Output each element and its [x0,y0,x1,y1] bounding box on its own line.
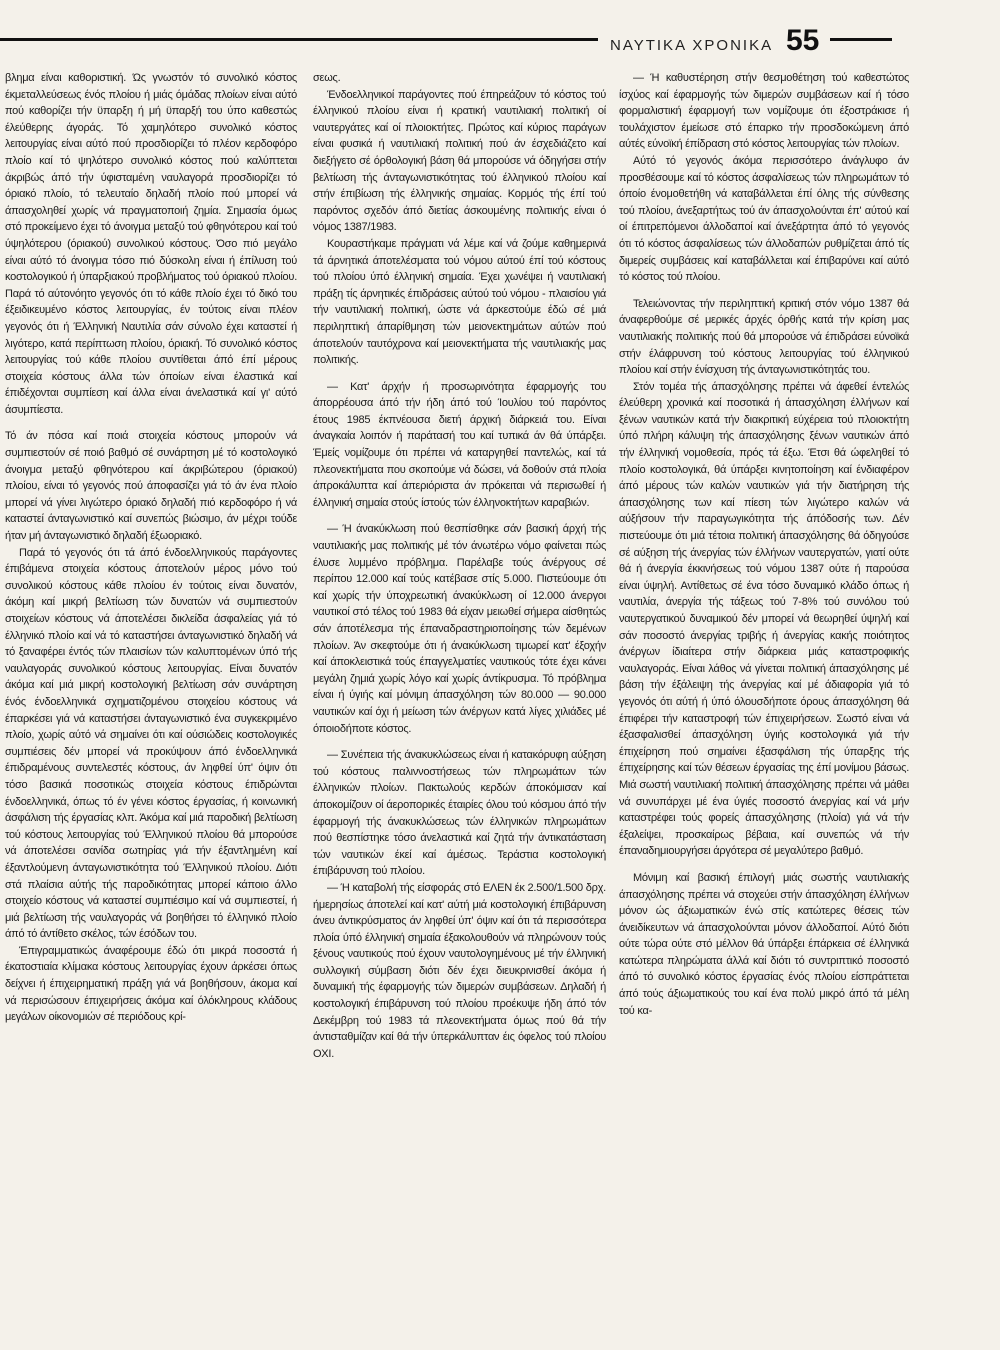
paragraph: Έπιγραμματικώς άναφέρουμε έδώ ότι μικρά ποσοστά ή έκατοστιαία κλίμακα κόστους λειτουργίας έχουν άρκέσει όπως δείχνει ή έπιχειρηματική πράξη γιά νά βοηθήσουν, άκομα καί νά περισώσουν έπιχειρήσεις άκόμα καί όλόκληρους κλάδους μεγάλων οίκονομιών σέ περιόδους κρί- [5,944,297,1024]
paragraph: Ένδοελληνικοί παράγοντες πού έπηρεάζουν τό κόστος τού έλληνικού πλοίου είναι ή κρατική ναυτιλιακή πολιτική οί ναυτεργάτες καί οί πλοιοκτήτες. Πρώτος καί κύριος παράγων είναι φυσικά ή ναυτιλιακή πολιτική πού άν έσχεδιάζετο καί διεξήγετο σέ όρθολογική βάση θά μπορούσε νά όδηγήσει στήν βελτίωση τής άνταγωνιστικότητας τού έλληνικού πλοίου καί στήν έπιβίωση τής έλληνικής σημαίας. Κορμός τής έπί τού παρόντος σχεδόν άπό διετίας άσκουμένης πολιτικής είναι ό νόμος 1387/1983. [313,88,606,234]
paragraph: Παρά τό γεγονός ότι τά άπό ένδοελληνικούς παράγοντες έπιβάμενα στοιχεία κόστους άποτελούν μέρος μόνο τού συνολικού κόστους κάθε πλοίου έν τούτοις είναι δυνατόν, άκόμη καί μικρή βελτίωση τών δυνατών νά συμπιεστούν στοιχείων κόστους νά άποτελέσει δικλείδα άσφαλείας γιά τό έλληνικό πλοίο καί νά τό καταστήσει άνταγωνιστικό δηλαδή νά τό ξαναφέρει έντός τών πλαισίων τών καλυπτομένων ύπό τής ναυλαγοράς συνολικού κόστους λειτουργίας. Είναι δυνατόν άκόμα καί μιά μικρή κοστολογική βελτίωση σάν συνάρτηση ένός ένδοελληνικά σχηματιζομένου στοιχείου κόστους νά έπαρκέσει γιά νά καταστήσει άνταγωνιστικό ένα συγκεκριμένο πλοίο, χωρίς αύτό νά σημαίνει ότι καί ούσιώδεις κοστολογικές συμπιέσεις δέν μπορεί νά προκύψουν άπό ένδοελληνικά έπιδραμένους συντελεστές κόστους, άν ληφθεί ύπ' όψιν ότι τόσο βασικά ποσοτικώς στοιχεία κόστους έπιδρώνται ένδοελληνικά, όπως τό έν γένει κόστος έργασίας, ή κοινωνική άσφάλιση τής έργασίας κλπ. Άκόμα καί μιά παροδική βελτίωση τού κόστους λειτουργίας τού Έλληνικού πλοίου θά μπορούσε νά άποτελέσει σανίδα σωτηρίας γιά τήν έξαντλημένη καί έξαντλούμενη άνταγωνιστικότητα τού Έλληνικού πλοίου. Διότι στά πλαίσια αύτής τής παροδικότητας μπορεί κάποιο άλλο στοιχείο κόστους νά καταστεί συμπιέσιμο καί νά συμπιεστεί, ή μιά βελτίωση τής ναυλαγοράς νά βοηθήσει τό έλληνικό πλοίο άπό τό άντίθετο σκέλος, τών έσόδων του. [5,546,297,941]
paragraph: — Κατ' άρχήν ή προσωρινότητα έφαρμογής του άπορρέουσα άπό τήν ήδη άπό τού Ίουλίου τού παρόντος έτους 1985 έκπνέουσα διετή άρχική διάρκειά του. Είναι άναγκαία λοιπόν ή παράτασή του καί τυπικά άν θά ύπάρξει. Έμείς νομίζουμε ότι πρέπει νά καταργηθεί παντελώς, καί τά πλεονεκτήματα που σκοπούμε νά δώσει, νά δοθούν στά πλοία άπροκάλυπτα καί άπεριόριστα άν πρόκειται νά περισωθεί ή έλληνική σημαία στούς ίστούς τών έλληνοκτήτων καραβιών. [313,380,606,509]
paragraph: — Ή καθυστέρηση στήν θεσμοθέτηση τού καθεστώτος ίσχύος καί έφαρμογής τών διμερών συμβάσεων καί ή τόσο φορμαλιστική έφαρμογή των νομίζουμε ότι έξοστράκισε ή τουλάχιστον έμείωσε στό έπαρκο τήν προσδοκώμενη άπό αύτές εύνοϊκή έπίδραση στό κόστος λειτουργίας τών πλοίων. [619,72,909,151]
paragraph: βλημα είναι καθοριστική. Ώς γνωστόν τό συνολικό κόστος έκμεταλλεύσεως ένός πλοίου ή μιάς όμάδας πλοίων είναι αύτό πού καθορίζει τήν ϋπαρξη ή μή ϋπαρξή του ύπο καθεστώς έλεύθερης άγοράς. Τό χαμηλότερο συνολικό κόστος λειτουργίας είναι αύτό πού προσδιορίζει τό πλέον κερδοφόρο πλοίο καί τό ψηλότερο συνολικό κόστος πού καλύπτεται άκριβώς άπό τήν ύφισταμένη ναυλαγορά προσδιορίζει τό όριακό πλοίο, τό τελευταίο δηλαδή πλοίο πού μπορεί νά άπασχοληθεί χωρίς νά πραγματοποιή ζημία. Σημασία όμως στό προκείμενο έχει τό άνοιγμα μεταξύ τού φθηνότερου καί τού ύψηλότερου (όριακού) συνολικού κόστους. Όσο πιό μεγάλο είναι αύτό τό άνοιγμα τόσο πιό δύσκολη είναι ή έπίλυση τού κοστολογικού ή ύπαρξιακού προβλήματος τού όριακού πλοίου. Παρά τό αύτονόητο γεγονός ότι τό κάθε πλοίο έχει τό δικό του έξειδικευμένο κόστος λειτουργίας, έν τούτοις είναι πλέον γεγονός ότι ή Έλληνική Ναυτιλία σάν σύνολο έχει καταστεί ή λιγότερο, κατά περίπτωση πλοίου, όριακή. Τό συνολικό κόστος λειτουργίας τού κάθε πλοίου συντίθεται άπό έπί μέρους στοιχεία κόστους άλλα τών όποίων είναι έλαστικά καί έπιδέχονται συμπίεση καί άλλα είναι άνελαστικά καί γι' αύτό άσυμπίεστα. [5,72,297,416]
paragraph: Κουραστήκαμε πράγματι νά λέμε καί νά ζούμε καθημερινά τά άρνητικά άποτελέσματα τού νόμου αύτού έπί τού κόστους τού πλοίου ύπό έλληνική σημαία. Έχει χωνέψει ή ναυτιλιακή πράξη τίς άρνητικές έπιδράσεις αύτού τού νόμου - πλαισίου γιά τήν ναυτιλιακή πολιτική, ώστε νά άρκεστούμε έδώ σέ μιά περιληπτική άπαρίθμηση τών μειονεκτημάτων αύτών πού άποτελούν ταυτόχρονα καί μειονεκτήματα τής ναυτιλιακής μας πολιτικής. [313,237,606,367]
paragraph: — Ή άνακύκλωση πού θεσπίσθηκε σάν βασική άρχή τής ναυτιλιακής μας πολιτικής μέ τόν άνωτέρω νόμο φαίνεται πώς έλυσε λυμμένο πρόβλημα. Παρέλαβε τούς άνέργους σέ περίπου 12.000 καί τούς κατέβασε στίς 5.000. Πιστεύουμε ότι καί χωρίς τήν ύποχρεωτική άνακύκλωση οί 12.000 άνεργοι ναυτικοί στό τέλος τού 1983 θά είχαν μειωθεί σήμερα αίσθητώς σάν άποτέλεσμα τής έπαναδραστηριοποίησης τών δεμένων πλοίων. Άν σκεφτούμε ότι ή άνακύκλωση τιμωρεί κατ' έξοχήν καί άποκλειστικά τούς έπαγγελματίες ναυτικούς τότε έχει κάνει μεγάλη ζημιά χωρίς λόγο καί χωρίς άντίκρυσμα. Τό πρόβλημα είναι ή ύγιής καί μόνιμη άπασχόληση τών 80.000 — 90.000 ναυτικών καί όχι ή μείωση τών άνέργων κατά λίγες χιλιάδες μέ όποιοδήποτε κόστος. [313,523,606,735]
paragraph: Αύτό τό γεγονός άκόμα περισσότερο άνάγλυφο άν προσθέσουμε καί τό κόστος άσφαλίσεως τών πληρωμάτων τό όποίο ένομοθετήθη νά καταβάλλεται έπί όλης τής σύνθεσης τού πλοίου, άνεξαρτήτως τού άν άπασχολούνται έπ' αύτού καί οί έπιτρεπόμενοι άλλοδαποί καί άνεξάρτητα άπό τό γεγονός ότι τό κόστος άσφαλίσεως τών άλλοδαπών ρυθμίζεται άπό τίς διμερείς συμβάσεις καί καταβάλλεται καί έπιβαρύνει καί αύτό τό κόστος τού πλοίου. [619,154,909,284]
page-header [0,24,1000,64]
paragraph: — Συνέπεια τής άνακυκλώσεως είναι ή κατακόρυφη αύξηση τού κόστους παλιννοστήσεως τών πληρωμάτων τών έλληνικών πλοίων. Πακτωλούς κερδών άποκόμισαν καί άποκομίζουν οί άεροπορικές έταιρίες όλου τού κόσμου άπό τήν έφαρμογή τής άνακυκλώσεως τών έλληνικών πληρωμάτων πού θεσπίστηκε τόσο άνελαστικά καί ζητά τήν άντικατάσταση τών ναυτικών έκεί καί άμέσως. Τεράστια κοστολογική έπιβάρυνση τού πλοίου. [313,749,606,878]
article-body [0,70,1000,1340]
paragraph: Μόνιμη καί βασική έπιλογή μιάς σωστής ναυτιλιακής άπασχόλησης πρέπει νά στοχεύει στήν άπασχόληση έλλήνων μόνον ώς άξιωματικών ένώ στίς κατώτερες θέσεις τών άνειδίκευτων νά άπασχολούνται μόνον άλλοδαποί. Αύτό διότι ούτε τώρα ούτε στό μέλλον θά ύπάρξει έπάρκεια σέ έλληνικά κατώτερα πληρώματα άλλά καί διότι τό συντριπτικό ποσοστό άπό τό συνολικό κόστος έργασίας ένός πλοίου είσπράττεται άπό τούς άξιωματικούς του καί ένα πολύ μικρό άπό τά μέλη τού κα- [619,871,909,1017]
header-rule-left [0,38,598,41]
page-number: 55 [786,24,820,57]
paragraph: Τό άν πόσα καί ποιά στοιχεία κόστους μπορούν νά συμπιεστούν σέ ποιό βαθμό σέ συνάρτηση μέ τό κοστολογικό άνοιγμα μεταξύ φθηνότερου καί άκριβώτερου (όριακού) πλοίου, είναι τό γεγονός πού άποφασίζει γιά τό άν ένα πλοίο μπορεί νά γίνει λιγώτερο όριακό δηλαδή πιό κερδοφόρο ή νά καταστεί άνταγωνιστικό καί συνεπώς βιώσιμο, άν μέχρι τούδε ήταν μή άνταγωνιστικό δηλαδή έξωοριακό. [5,430,297,543]
paragraph: Στόν τομέα τής άπασχόλησης πρέπει νά άφεθεί έντελώς έλεύθερη χρονικά καί ποσοτικά ή άπασχόληση έλλήνων καί ξένων ναυτικών κατά τήν διακριτική εύχέρεια τού πλοιοκτήτη ύπό πλήρη κάλυψη τής άπασχόλησης ξένων ναυτικών άπό τήν έλληνική νομοθεσία, πρός τά έξω. Έτσι θά ώφεληθεί τό πλοίο κοστολογικά, θά ύπάρξει κινητοποίηση καί ένδιαφέρον άπό μέρους τών καλών ναυτικών γιά τήν διατήρηση τής άπασχόλησης των καί πίεση τών λιγώτερο καλών νά αύξήσουν τήν παραγωγικότητα τής άπόδοσής των. Δέν πιστεύουμε ότι μιά τέτοια πολιτική άπασχόλησης θά όδηγούσε σέ αύξηση τής άνεργίας τών έλλήνων ναυτεργατών, γιατί ούτε θά ή άνεργία έκκινήσεως τού νόμου 1387 ούτε ή παρούσα είναι ύψηλή. Αντίθετως σέ ένα τόσο δυναμικό κλάδο όπως ή ναυτιλία, άνεργία τής τάξεως τού 7-8% τού συνόλου τού ναυτεργατικού δυναμικού δέν μπορεί νά θεωρηθεί ύψηλή καί σάν ποσοστό άνεργίας τριβής ή άνεργίας κακής ποιότητος άνέργων ίδιαίτερα στήν διάρκεια μιάς καταστροφικής ναυλαγοράς. Είναι λάθος νά γίνεται πολιτική άπασχόλησης μέ βάση τήν έξάλειψη τής άνεργίας καί μέ άδιαφορία γιά τό γεγονός ότι αύτή ή ύπό όλουσδήποτε όρους άπασχόληση θά έπιφέρει τήν καταστροφή τών έπιχειρήσεων. Σωστό είναι νά έξασφαλισθεί άπασχόληση ύγιής κοστολογικά γιά τήν έπιχείρηση πού σημαίνει έξασφάλιση τής ύπαρξης τής έπιχείρησης καί τών θέσεων έργασίας της έπί μονίμου βάσως. Μιά σωστή ναυτιλιακή πολιτική άπασχόλησης πρέπει νά μάθει νά συνυπάρχει μέ ένα ύγιές ποσοστό άνεργίας καί νά μήν καταστρέφει τούς φορείς άπασχόλησης (πλοία) γιά νά τήν έξαλείψει, προσκαίρως βέβαια, καί συνεπώς νά τήν έπαναδημιουργήσει άργότερα σέ μεγαλύτερο βαθμό. [619,380,909,858]
text-column-3 [619,70,909,1340]
magazine-title: ΝΑΥΤΙΚΑ ΧΡΟΝΙΚΑ [610,37,774,54]
header-rule-right [830,38,892,41]
paragraph: Τελειώνοντας τήν περιληπτική κριτική στόν νόμο 1387 θά άναφερθούμε σέ μερικές άρχές όρθής κατά τήν κρίση μας ναυτιλιακής πολιτικής πού θά μπορούσε νά έπιδράσει εύνοϊκά στήν έλάφρυνση τού κόστους λειτουργίας τού έλληνικού πλοίου καί στήν ένίσχυση τής άνταγωνιστικότητάς του. [619,297,909,377]
paragraph: σεως. [313,72,341,84]
text-column-1 [5,70,297,1340]
text-column-2 [313,70,606,1340]
paragraph: — Ή καταβολή τής είσφοράς στό ΕΛΕΝ έκ 2.500/1.500 δρχ. ήμερησίως άποτελεί καί κατ' αύτή μιά κοστολογική έπιβάρυνση άνευ άντικρύσματος άν ληφθεί ύπ' όψιν καί ότι τά περισσότερα πλοία ύπό έλληνική σημαία έξακολουθούν νά πληρώνουν τούς ξένους ναυτικούς πού έχουν ναυτολογημένους μέ τήν έλληνική συλλογική σύμβαση διότι δέν έχει διευκρινισθεί άκόμα ή δυναμική τής έφαρμογής τών διμερών συμβάσεων. Δηλαδή ή κοστολογική έπιβάρυνση τού πλοίου προέκυψε ήδη άπό τόν Δεκέμβρη τού 1983 τά πλεονεκτήματα όμως πού θά τήν άντισταθμίζαν καί θά τήν ύπερκάλυπταν έις όφελος τού πλοίου ΟΧΙ. [313,881,606,1060]
